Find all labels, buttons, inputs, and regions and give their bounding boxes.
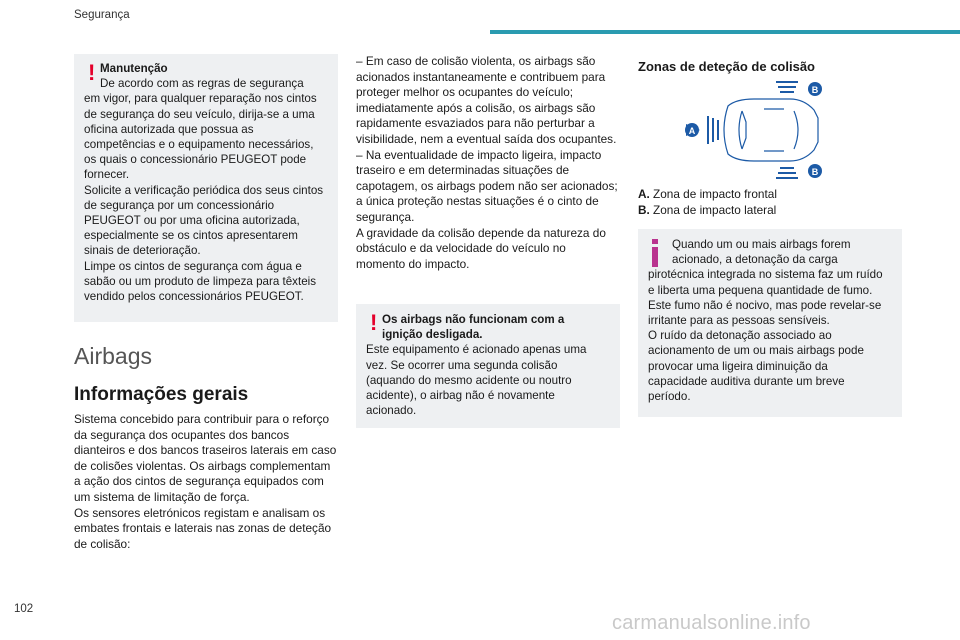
info-text: pirotécnica integrada no sistema faz um ruído e liberta uma pequena quantidade de fumo. Este fumo não é nocivo, mas pode revelar-se irritante para as pessoas sensíveis. [648,268,883,328]
ignition-title: Os airbags não funcionam com a ignição desligada. [382,313,565,342]
frontal-impact-lines [708,116,718,144]
warning-exclamation-icon: ! [88,60,96,85]
legend-text-a: Zona de impacto frontal [653,187,777,201]
header-accent-bar [490,30,960,34]
airbags-paragraph-2: Os sensores eletrónicos registam e analisam os embates frontais e laterais nas zonas de deteção de colisão: [74,505,332,551]
maintenance-first-line: De acordo com as regras de segurança [100,77,304,91]
label-b-bottom-text: B [811,167,819,177]
maintenance-warning-box [74,54,338,322]
middle-column [356,54,618,272]
page-number: 102 [14,603,34,615]
watermark: carmanualsonline.info [612,612,811,634]
maintenance-title: Manutenção [100,62,168,75]
info-first-line: Quando um ou mais airbags forem [672,238,851,251]
collision-zones-diagram [680,78,830,182]
info-second-line: acionado, a detonação da carga [672,253,838,267]
zones-legend [638,186,777,218]
middle-paragraph-3: A gravidade da colisão depende da natureza do obstáculo e da velocidade do veículo no momento do impacto. [356,225,606,271]
warning-exclamation-icon: ! [370,310,378,335]
airbags-paragraph-1: Sistema concebido para contribuir para o reforço da segurança dos ocupantes dos bancos dianteiros e dos bancos traseiros laterais em caso de colisões violentas. Os airbags complementam a ação dos cintos de segurança equipados com um sistema de limitação de força. [74,412,337,504]
info-text-2: O ruído da detonação associado ao acionamento de um ou mais airbags pode provocar uma ligeira diminuição da capacidade auditiva durante um breve período. [648,329,864,404]
info-box [638,229,902,417]
lateral-impact-lines-top [776,82,798,92]
airbags-heading: Airbags [74,343,152,369]
zones-heading: Zonas de deteção de colisão [638,59,815,74]
ignition-body: Este equipamento é acionado apenas uma vez. Se ocorrer uma segunda colisão (aquando do mesmo acidente ou noutro acidente), o airbag não é novamente acionado. [366,343,587,418]
general-info-heading: Informações gerais [74,384,249,405]
maintenance-text-2: Solicite a verificação periódica dos seus cintos de segurança por um concessionário PEUGEOT ou por uma oficina autorizada, especialmente se os cintos apresentarem sinais de deterioração. [84,183,324,258]
legend-text-b: Zona de impacto lateral [653,203,777,217]
label-a-badge [685,123,699,137]
car-top-view [724,99,818,161]
middle-paragraph-2: – Na eventualidade de impacto ligeira, impacto traseiro e em determinadas situações de capotagem, os airbags podem não ser acionados; a única proteção nestas situações é o cinto de segurança. [356,147,618,224]
legend-key-b: B. [638,203,650,217]
ignition-warning-box [356,304,620,428]
info-icon [652,239,658,267]
legend-item-a [638,186,777,202]
label-a-text: A [688,126,696,136]
legend-item-b [638,202,777,218]
maintenance-text: em vigor, para qualquer reparação nos cintos de segurança do seu veículo, dirija-se a uma oficina autorizada que possua as competências e o equipamento necessários, os quais o concessionário PEUGEOT pode fornecer. [84,92,317,182]
section-header: Segurança [74,9,130,21]
legend-key-a: A. [638,187,650,201]
label-b-bottom-badge [808,164,822,178]
airbags-intro [74,412,340,552]
label-b-top-badge [808,82,822,96]
lateral-impact-lines-bottom [776,168,798,178]
middle-paragraph-1: – Em caso de colisão violenta, os airbags são acionados instantaneamente e contribuem para proteger melhor os ocupantes do veículo; imediatamente após a colisão, os airbags são rapidamente esvaziados para não perturbar a visibilidade, nem a eventual saída dos ocupantes. [356,54,617,146]
label-b-top-text: B [811,85,819,95]
maintenance-text-3: Limpe os cintos de segurança com água e sabão ou um produto de limpeza para têxteis vendido pelos concessionários PEUGEOT. [84,259,317,304]
